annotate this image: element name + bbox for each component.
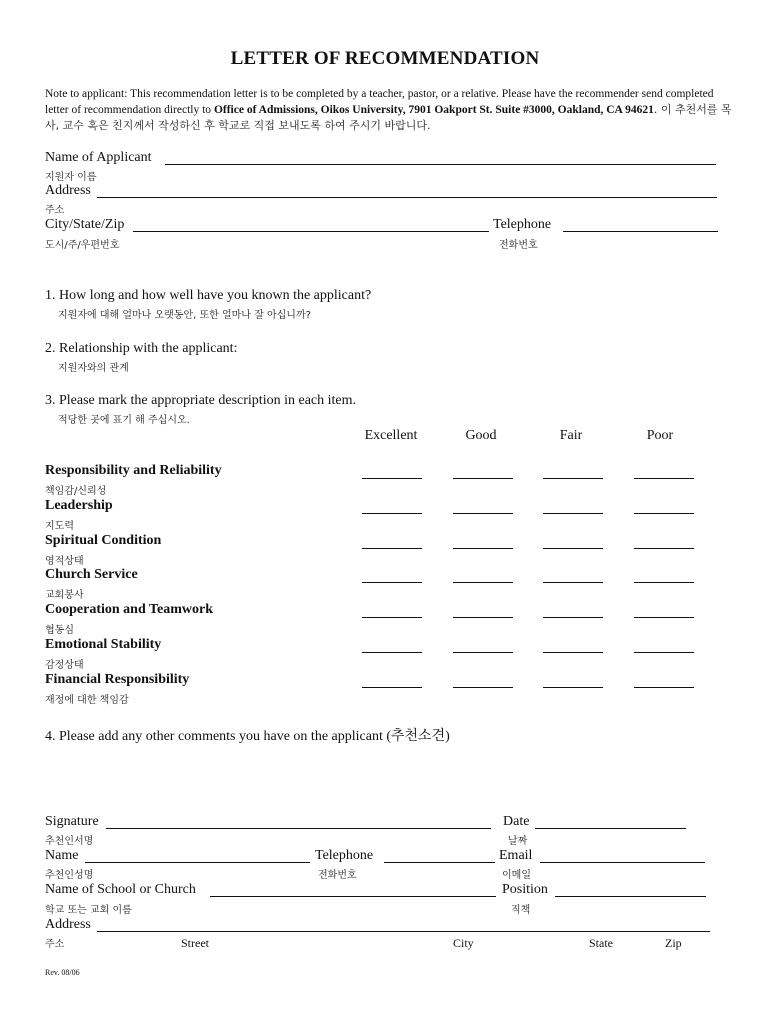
recommender-address-label: Address <box>45 917 91 932</box>
rating-blank-excellent[interactable] <box>362 617 422 618</box>
recommender-address-kr: 주소 <box>45 939 65 950</box>
rating-blank-excellent[interactable] <box>362 582 422 583</box>
rating-blank-fair[interactable] <box>543 582 603 583</box>
question-4: 4. Please add any other comments you have on the applicant (추천소견) <box>45 729 450 744</box>
rating-blank-excellent[interactable] <box>362 652 422 653</box>
applicant-address-label: Address <box>45 183 91 198</box>
rating-item-label: Church Service <box>45 567 138 582</box>
position-field[interactable] <box>555 896 706 897</box>
rating-blank-good[interactable] <box>453 478 513 479</box>
rating-header-poor: Poor <box>646 428 674 443</box>
date-field[interactable] <box>535 828 686 829</box>
rating-header-fair: Fair <box>559 428 583 443</box>
rating-blank-good[interactable] <box>453 582 513 583</box>
rating-header-good: Good <box>465 428 497 443</box>
recommender-name-kr: 추천인성명 <box>45 870 94 881</box>
recommender-name-label: Name <box>45 848 79 863</box>
rating-item-kr: 재정에 대한 책임감 <box>45 695 129 706</box>
rating-blank-fair[interactable] <box>543 548 603 549</box>
email-field[interactable] <box>540 862 705 863</box>
rating-blank-good[interactable] <box>453 548 513 549</box>
revision-label: Rev. 08/06 <box>45 968 80 977</box>
rating-item-label: Cooperation and Teamwork <box>45 602 214 617</box>
recommender-name-field[interactable] <box>85 862 310 863</box>
rating-blank-excellent[interactable] <box>362 548 422 549</box>
rating-item-kr: 지도력 <box>45 521 74 532</box>
rating-item-kr: 영적상태 <box>45 556 84 567</box>
recommender-phone-label: Telephone <box>315 848 374 863</box>
rating-blank-excellent[interactable] <box>362 687 422 688</box>
rating-item-kr: 감정상태 <box>45 660 84 671</box>
applicant-city-label: City/State/Zip <box>45 217 125 232</box>
note-plain: Note to applicant: This recommendation letter is to be completed by a teacher, pastor, or a relative. Please have the recommender send completed letter of recommendation directly to <box>45 88 714 116</box>
applicant-phone-label: Telephone <box>493 217 552 232</box>
rating-item-label: Spiritual Condition <box>45 533 162 548</box>
address-state-caption: State <box>589 936 613 950</box>
rating-blank-good[interactable] <box>453 687 513 688</box>
rating-blank-good[interactable] <box>453 652 513 653</box>
question-2-kr: 지원자와의 관계 <box>58 363 129 374</box>
rating-blank-poor[interactable] <box>634 513 694 514</box>
rating-blank-good[interactable] <box>453 513 513 514</box>
rating-item-kr: 협동심 <box>45 625 74 636</box>
question-3: 3. Please mark the appropriate description in each item. <box>45 393 357 408</box>
address-street-caption: Street <box>181 936 209 950</box>
recommender-address-field[interactable] <box>97 931 710 932</box>
email-kr: 이메일 <box>502 870 531 881</box>
rating-blank-fair[interactable] <box>543 687 603 688</box>
rating-blank-fair[interactable] <box>543 617 603 618</box>
rating-blank-poor[interactable] <box>634 478 694 479</box>
question-1: 1. How long and how well have you known the applicant? <box>45 288 372 303</box>
rating-blank-excellent[interactable] <box>362 478 422 479</box>
signature-kr: 추천인서명 <box>45 836 94 847</box>
applicant-address-kr: 주소 <box>45 205 65 216</box>
question-3-kr: 적당한 곳에 표기 해 주십시오. <box>58 415 190 426</box>
rating-item-label: Leadership <box>45 498 113 513</box>
applicant-address-field[interactable] <box>97 197 717 198</box>
rating-blank-excellent[interactable] <box>362 513 422 514</box>
recommender-phone-field[interactable] <box>384 862 495 863</box>
school-field[interactable] <box>210 896 496 897</box>
address-zip-caption: Zip <box>665 936 682 950</box>
applicant-city-field[interactable] <box>133 231 489 232</box>
school-label: Name of School or Church <box>45 882 196 897</box>
applicant-name-label: Name of Applicant <box>45 150 152 165</box>
school-kr: 학교 또는 교회 이름 <box>45 905 132 916</box>
position-kr: 직책 <box>511 905 531 916</box>
rating-blank-poor[interactable] <box>634 687 694 688</box>
rating-header-excellent: Excellent <box>364 428 418 443</box>
applicant-phone-kr: 전화번호 <box>499 240 538 251</box>
note-korean: . 이 추천서를 목사, 교수 혹은 친지께서 작성하신 후 학교로 직접 보내도록 하여 주시기 바랍니다. <box>45 103 732 132</box>
rating-item-kr: 책임감/신뢰성 <box>45 486 107 497</box>
recommender-phone-kr: 전화번호 <box>318 870 357 881</box>
applicant-name-field[interactable] <box>165 164 716 165</box>
applicant-name-kr: 지원자 이름 <box>45 172 97 183</box>
rating-blank-fair[interactable] <box>543 513 603 514</box>
date-label: Date <box>503 814 530 829</box>
signature-label: Signature <box>45 814 99 829</box>
date-kr: 날짜 <box>508 836 528 847</box>
rating-blank-poor[interactable] <box>634 617 694 618</box>
rating-blank-poor[interactable] <box>634 582 694 583</box>
signature-field[interactable] <box>106 828 491 829</box>
page-title: LETTER OF RECOMMENDATION <box>230 48 540 69</box>
address-city-caption: City <box>453 936 474 950</box>
position-label: Position <box>502 882 548 897</box>
rating-blank-poor[interactable] <box>634 652 694 653</box>
rating-item-label: Financial Responsibility <box>45 672 190 687</box>
note-address: Office of Admissions, Oikos University, 7901 Oakport St. Suite #3000, Oakland, CA 94621 <box>213 104 654 116</box>
email-label: Email <box>499 848 533 863</box>
rating-item-label: Emotional Stability <box>45 637 162 652</box>
rating-item-kr: 교회봉사 <box>45 590 84 601</box>
question-1-kr: 지원자에 대해 얼마나 오랫동안, 또한 얼마나 잘 아십니까? <box>58 310 311 321</box>
applicant-note <box>45 86 735 134</box>
question-2: 2. Relationship with the applicant: <box>45 341 238 356</box>
rating-item-label: Responsibility and Reliability <box>45 463 222 478</box>
applicant-phone-field[interactable] <box>563 231 718 232</box>
rating-blank-poor[interactable] <box>634 548 694 549</box>
applicant-city-kr: 도시/주/우편번호 <box>45 240 120 251</box>
rating-blank-fair[interactable] <box>543 652 603 653</box>
rating-blank-fair[interactable] <box>543 478 603 479</box>
rating-blank-good[interactable] <box>453 617 513 618</box>
